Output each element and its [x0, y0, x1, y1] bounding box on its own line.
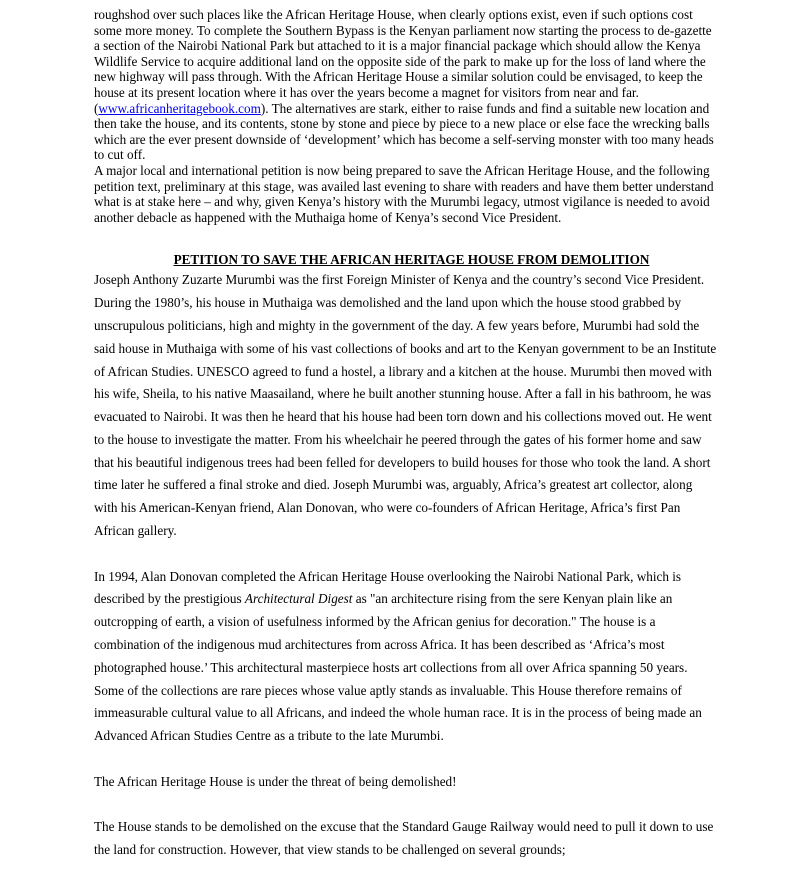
intro-p1-text-after-link: ). The alternatives are stark, either to raise funds and find a suitable new location and then take the house, and its contents, stone by stone and piece by piece to a new place or else face the wrecking balls which are the ever present downside of ‘development’ which has become a self-serving monster with too many heads to cut off.	[94, 100, 714, 163]
intro-section	[94, 0, 719, 225]
petition-body	[94, 269, 719, 862]
africanheritagebook-link[interactable]: www.africanheritagebook.com	[98, 100, 261, 116]
petition-paragraph-2	[94, 566, 719, 748]
petition-p2-text-after-italic: as "an architecture rising from the sere Kenyan plain like an outcropping of earth, a vision of usefulness informed by the African genius for decoration." The house is a combination of the indigenous mud architectures from across Africa. It has been described as ‘Africa’s most photographed house.’ This architectural masterpiece hosts art collections from all over Africa spanning 50 years. Some of the collections are rare pieces whose value aptly stands as invaluable. This House therefore remains of immeasurable cultural value to all Africans, and indeed the whole human race. It is in the process of being made an Advanced African Studies Centre as a tribute to the late Murumbi.	[94, 591, 702, 744]
petition-paragraph-3: The African Heritage House is under the threat of being demolished!	[94, 773, 457, 789]
petition-p2-text-before-italic: In 1994, Alan Donovan completed the African Heritage House overlooking the Nairobi National Park, which is described by the prestigious	[94, 568, 682, 607]
petition-paragraph-4: The House stands to be demolished on the excuse that the Standard Gauge Railway would need to pull it down to use the land for construction. However, that view stands to be challenged on several grounds;	[94, 819, 714, 858]
petition-paragraph-1: Joseph Anthony Zuzarte Murumbi was the first Foreign Minister of Kenya and the country’s second Vice President. During the 1980’s, his house in Muthaiga was demolished and the land upon which the house stood grabbed by unscrupulous politicians, high and mighty in the government of the day. A few years before, Murumbi had sold the said house in Muthaiga with some of his vast collections of books and art to the Kenyan government to be an Institute of African Studies. UNESCO agreed to fund a hostel, a library and a kitchen at the house. Murumbi then moved with his wife, Sheila, to his native Maasailand, where he built another stunning house. After a fall in his bathroom, he was evacuated to Nairobi. It was then he heard that his house had been torn down and his collections moved out. He went to the house to investigate the matter. From his wheelchair he peered through the gates of his former home and saw that his beautiful indigenous trees had been felled for developers to build houses for those who took the land. A short time later he suffered a final stroke and died. Joseph Murumbi was, arguably, Africa’s greatest art collector, along with his American-Kenyan friend, Alan Donovan, who were co-founders of African Heritage, Africa’s first Pan African gallery.	[94, 272, 717, 539]
intro-paragraph-2: A major local and international petition is now being prepared to save the African Heritage House, and the following petition text, preliminary at this stage, was availed last evening to share with readers and have them better understand what is at stake here – and why, given Kenya’s history with the Murumbi legacy, utmost vigilance is needed to avoid another debacle as happened with the Muthaiga home of Kenya’s second Vice President.	[94, 162, 714, 225]
petition-title: PETITION TO SAVE THE AFRICAN HERITAGE HOUSE FROM DEMOLITION	[173, 252, 650, 268]
document-page	[94, 0, 719, 862]
intro-p1-text-before-link: roughshod over such places like the African Heritage House, when clearly options exist, even if such options cost some more money. To complete the Southern Bypass is the Kenyan parliament now starting the process to de-gazette a section of the Nairobi National Park but attached to it is a major financial package which should allow the Kenya Wildlife Service to acquire additional land on the opposite side of the park to make up for the loss of land where the new highway will pass through. With the African Heritage House a similar solution could be envisaged, to keep the house at its present location where it has over the years become a magnet for visitors from near and far. (	[94, 7, 712, 116]
architectural-digest-title: Architectural Digest	[244, 591, 353, 607]
intro-paragraph-1	[94, 7, 719, 163]
